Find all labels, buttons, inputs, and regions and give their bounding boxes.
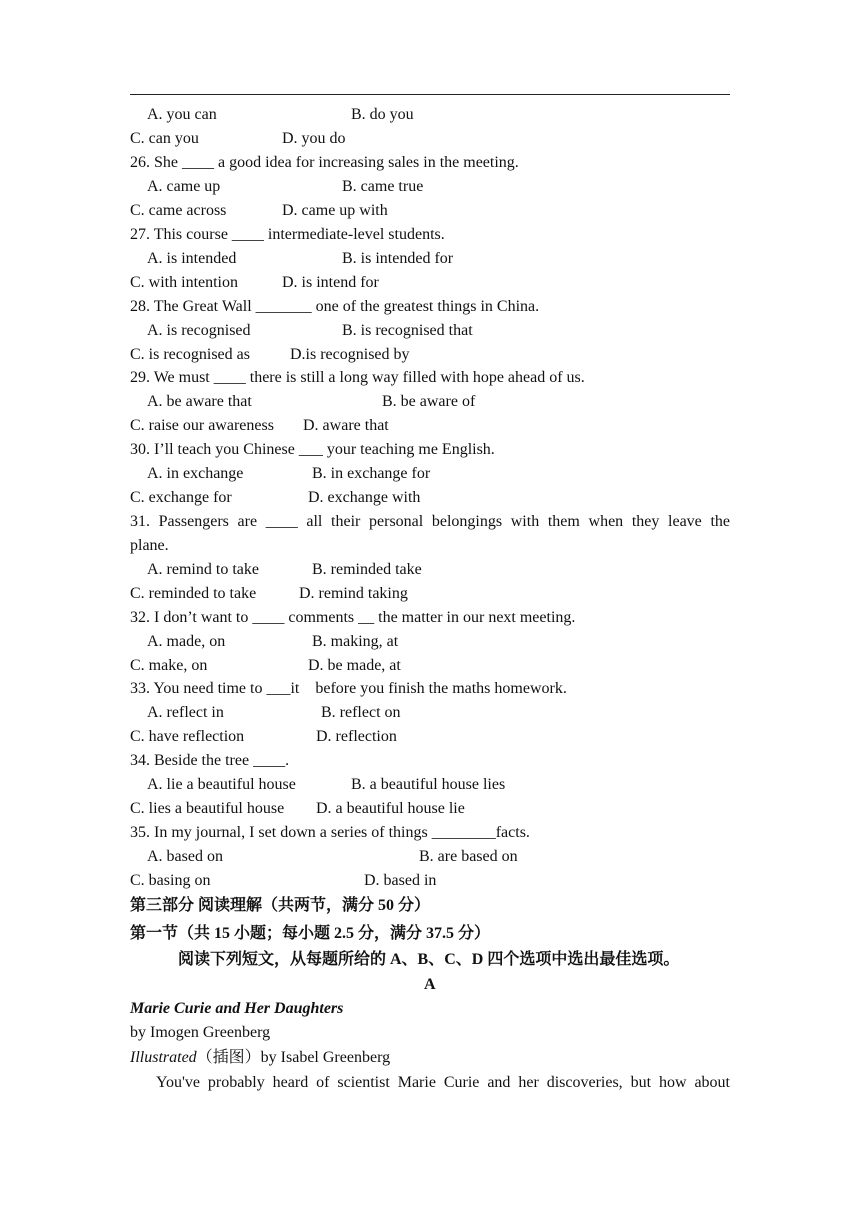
- option-a: A. you can: [147, 106, 217, 123]
- option-b: B. reflect on: [321, 704, 401, 721]
- option-b: B. reminded take: [312, 561, 422, 578]
- passage-label: A: [424, 976, 436, 993]
- option-b: B. is recognised that: [342, 322, 473, 339]
- option-a: A. reflect in: [147, 704, 224, 721]
- q34-options-row1: [0, 773, 860, 797]
- q35-stem: 35. In my journal, I set down a series of things ________facts.: [130, 824, 530, 841]
- question-stem: [0, 510, 860, 534]
- question-stem: [0, 223, 860, 247]
- option-b: B. in exchange for: [312, 465, 431, 482]
- option-a: A. came up: [147, 178, 221, 195]
- q26-options-row2: [0, 199, 860, 223]
- option-b: B. are based on: [419, 848, 518, 865]
- header-rule: [130, 94, 730, 95]
- q32-options-row2: [0, 654, 860, 678]
- q25-options-row1: [0, 103, 860, 127]
- passage-author: by Imogen Greenberg: [130, 1024, 271, 1041]
- option-a: A. is intended: [147, 250, 237, 267]
- passage-title-row: [0, 997, 860, 1021]
- option-c: C. have reflection: [130, 728, 245, 745]
- option-c: C. exchange for: [130, 489, 232, 506]
- option-c: C. make, on: [130, 657, 208, 674]
- option-a: A. made, on: [147, 633, 226, 650]
- q26-stem: 26. She ____ a good idea for increasing sales in the meeting.: [130, 154, 519, 171]
- passage-body-line: [0, 1071, 860, 1095]
- q27-options-row1: [0, 247, 860, 271]
- option-c: C. with intention: [130, 274, 238, 291]
- question-stem: [0, 606, 860, 630]
- option-c: C. is recognised as: [130, 346, 250, 363]
- instruction-text: 阅读下列短文，从每题所给的 A、B、C、D 四个选项中选出最佳选项。: [178, 951, 680, 968]
- passage-author-row: [0, 1021, 860, 1045]
- question-stem: [0, 151, 860, 175]
- option-b: B. making, at: [312, 633, 399, 650]
- q35-options-row1: [0, 845, 860, 869]
- q30-options-row1: [0, 462, 860, 486]
- option-c: C. can you: [130, 130, 199, 147]
- option-a: A. be aware that: [147, 393, 252, 410]
- q28-stem: 28. The Great Wall _______ one of the greatest things in China.: [130, 298, 540, 315]
- instruction-line: [0, 948, 860, 972]
- q30-options-row2: [0, 486, 860, 510]
- q27-options-row2: [0, 271, 860, 295]
- q31-stem: 31. Passengers are ____ all their personal belongings with them when they leave the: [130, 513, 730, 530]
- q30-stem: 30. I’ll teach you Chinese ___ your teaching me English.: [130, 441, 495, 458]
- option-d: D. be made, at: [308, 657, 401, 674]
- option-d: D. exchange with: [308, 489, 421, 506]
- passage-label-row: [0, 973, 860, 997]
- q27-stem: 27. This course ____ intermediate-level students.: [130, 226, 445, 243]
- option-a: A. remind to take: [147, 561, 259, 578]
- option-d: D. came up with: [282, 202, 388, 219]
- q34-stem: 34. Beside the tree ____.: [130, 752, 290, 769]
- passage-illustrator: [130, 1046, 390, 1070]
- option-d: D. remind taking: [299, 585, 408, 602]
- section-heading: [0, 922, 860, 946]
- q29-options-row2: [0, 414, 860, 438]
- q31-options-row1: [0, 558, 860, 582]
- option-b: B. a beautiful house lies: [351, 776, 506, 793]
- option-c: C. reminded to take: [130, 585, 257, 602]
- q29-stem: 29. We must ____ there is still a long way filled with hope ahead of us.: [130, 369, 585, 386]
- question-stem-continued: [0, 534, 860, 558]
- section1-heading: 第一节（共 15 小题；每小题 2.5 分，满分 37.5 分）: [130, 925, 491, 942]
- option-c: C. raise our awareness: [130, 417, 274, 434]
- option-a: A. in exchange: [147, 465, 244, 482]
- q26-options-row1: [0, 175, 860, 199]
- option-a: A. lie a beautiful house: [147, 776, 296, 793]
- q28-options-row1: [0, 319, 860, 343]
- option-b: B. do you: [351, 106, 414, 123]
- part3-heading: 第三部分 阅读理解（共两节，满分 50 分）: [130, 897, 431, 914]
- question-stem: [0, 677, 860, 701]
- q32-options-row1: [0, 630, 860, 654]
- option-b: B. be aware of: [382, 393, 476, 410]
- option-b: B. came true: [342, 178, 424, 195]
- q31-options-row2: [0, 582, 860, 606]
- option-c: C. came across: [130, 202, 227, 219]
- option-c: C. basing on: [130, 872, 211, 889]
- q29-options-row1: [0, 390, 860, 414]
- question-stem: [0, 821, 860, 845]
- illustrator-name: （插图）by Isabel Greenberg: [196, 1049, 391, 1066]
- option-d: D. reflection: [316, 728, 397, 745]
- option-a: A. is recognised: [147, 322, 251, 339]
- question-stem: [0, 749, 860, 773]
- q25-options-row2: [0, 127, 860, 151]
- option-b: B. is intended for: [342, 250, 454, 267]
- passage-illustrator-row: [0, 1046, 860, 1070]
- illustrated-word: Illustrated: [130, 1049, 197, 1066]
- question-stem: [0, 438, 860, 462]
- option-d: D. based in: [364, 872, 437, 889]
- q33-stem: 33. You need time to ___it before you finish the maths homework.: [130, 680, 567, 697]
- q33-options-row2: [0, 725, 860, 749]
- q33-options-row1: [0, 701, 860, 725]
- option-d: D. aware that: [303, 417, 389, 434]
- option-d: D.is recognised by: [290, 346, 410, 363]
- question-stem: [0, 366, 860, 390]
- passage-first-line: You've probably heard of scientist Marie Curie and her discoveries, but how about: [156, 1074, 730, 1091]
- option-d: D. you do: [282, 130, 346, 147]
- q31-stem-line2: plane.: [130, 537, 169, 554]
- q34-options-row2: [0, 797, 860, 821]
- question-stem: [0, 295, 860, 319]
- option-d: D. is intend for: [282, 274, 379, 291]
- option-a: A. based on: [147, 848, 223, 865]
- q32-stem: 32. I don’t want to ____ comments __ the matter in our next meeting.: [130, 609, 576, 626]
- q28-options-row2: [0, 343, 860, 367]
- q35-options-row2: [0, 869, 860, 893]
- option-d: D. a beautiful house lie: [316, 800, 465, 817]
- option-c: C. lies a beautiful house: [130, 800, 285, 817]
- passage-title: Marie Curie and Her Daughters: [130, 1000, 344, 1017]
- section-heading: [0, 894, 860, 918]
